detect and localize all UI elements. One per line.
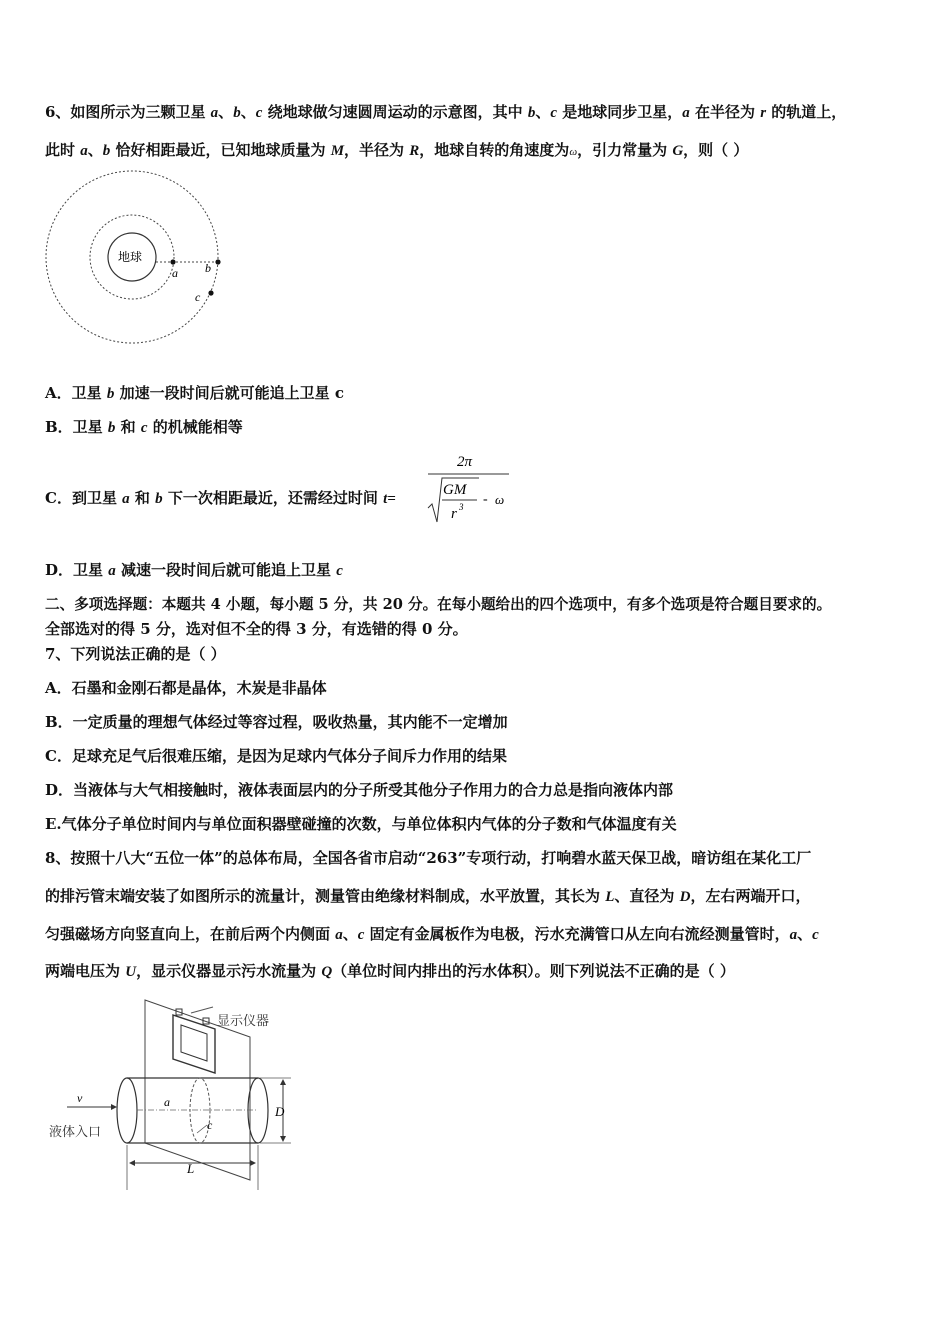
satellite-c-dot	[208, 290, 213, 295]
electrode-a-label: a	[164, 1095, 170, 1109]
inlet-label: 液体入口	[49, 1125, 102, 1140]
satellite-b-label: b	[205, 261, 211, 275]
q8-stem-line2: 的排污管末端安装了如图所示的流量计，测量管由绝缘材料制成，水平放置，其长为 L、直径为 D，左右两端开口，	[45, 887, 811, 905]
q8-stem-line4: 两端电压为 U，显示仪器显示污水流量为 Q（单位时间内排出的污水体积）。则下列说法不正确的是（ ）	[45, 962, 735, 980]
formula-r-exponent: 3	[459, 502, 464, 512]
earth-label: 地球	[118, 250, 143, 264]
q6-option-d: D．卫星 a 减速一段时间后就可能追上卫星 c	[45, 561, 343, 579]
orbit-diagram	[45, 170, 245, 370]
flowmeter-diagram	[45, 995, 315, 1195]
q7-option-b: B．一定质量的理想气体经过等容过程，吸收热量，其内能不一定增加	[45, 713, 508, 731]
formula-gm: GM	[443, 482, 467, 498]
time-formula	[425, 450, 525, 530]
q7-option-d: D．当液体与大气相接触时，液体表面层内的分子所受其他分子作用力的合力总是指向液体内部	[45, 781, 674, 799]
satellite-a-dot	[170, 259, 175, 264]
formula-numerator: 2π	[457, 454, 473, 470]
q6-option-a: A．卫星 b 加速一段时间后就可能追上卫星 c	[45, 384, 344, 402]
q7-stem: 7、下列说法正确的是（ ）	[45, 645, 226, 663]
pipe-cross-section	[190, 1078, 210, 1143]
d-dim-arrow-up	[280, 1079, 286, 1085]
pipe-right-end	[248, 1078, 268, 1143]
diameter-label: D	[275, 1104, 285, 1119]
formula-r: r	[451, 506, 457, 522]
section2-line2: 全部选对的得 5 分，选对但不全的得 3 分，有选错的得 0 分。	[45, 620, 468, 638]
electrode-c-label: c	[207, 1118, 213, 1132]
q8-stem-line3: 匀强磁场方向竖直向上，在前后两个内侧面 a、c 固定有金属板作为电极，污水充满管口从左向右流经测量管时，a、c	[45, 925, 819, 943]
satellite-a-label: a	[172, 266, 178, 280]
pipe-left-end	[117, 1078, 137, 1143]
q6-stem-line1: 6、如图所示为三颗卫星 a、b、c 绕地球做匀速圆周运动的示意图，其中 b、c 是地球同步卫星，a 在半径为 r 的轨道上，	[45, 103, 847, 121]
q8-stem-line1: 8、按照十八大“五位一体”的总体布局，全国各省市启动“263”专项行动，打响碧水蓝天保卫战，暗访组在某化工厂	[45, 849, 812, 867]
flow-arrow-head	[111, 1104, 117, 1110]
l-dim-arrow-left	[129, 1160, 135, 1166]
display-pointer-line	[191, 1007, 213, 1013]
display-label: 显示仪器	[217, 1014, 270, 1029]
section2-line1: 二、多项选择题：本题共 4 小题，每小题 5 分，共 20 分。在每小题给出的四个选项中，有多个选项是符合题目要求的。	[45, 596, 832, 613]
electrode-c-pointer	[197, 1125, 207, 1133]
q7-option-a: A．石墨和金刚石都是晶体，木炭是非晶体	[45, 679, 327, 697]
formula-omega: ω	[495, 492, 505, 507]
satellite-b-dot	[215, 259, 220, 264]
q7-option-e: E.气体分子单位时间内与单位面积器壁碰撞的次数，与单位体积内气体的分子数和气体温度有关	[45, 815, 677, 833]
formula-minus: -	[483, 492, 488, 507]
l-dim-arrow-right	[250, 1160, 256, 1166]
velocity-label: v	[77, 1091, 83, 1105]
q6-option-b: B．卫星 b 和 c 的机械能相等	[45, 418, 243, 436]
d-dim-arrow-down	[280, 1136, 286, 1142]
q6-option-c: C．到卫星 a 和 b 下一次相距最近，还需经过时间 t=	[45, 489, 396, 507]
q6-stem-line2: 此时 a、b 恰好相距最近，已知地球质量为 M，半径为 R，地球自转的角速度为ω，引力常量为 G，则（ ）	[45, 141, 749, 159]
length-label: L	[187, 1161, 195, 1176]
q7-option-c: C．足球充足气后很难压缩，是因为足球内气体分子间斥力作用的结果	[45, 747, 507, 765]
satellite-c-label: c	[195, 290, 201, 304]
